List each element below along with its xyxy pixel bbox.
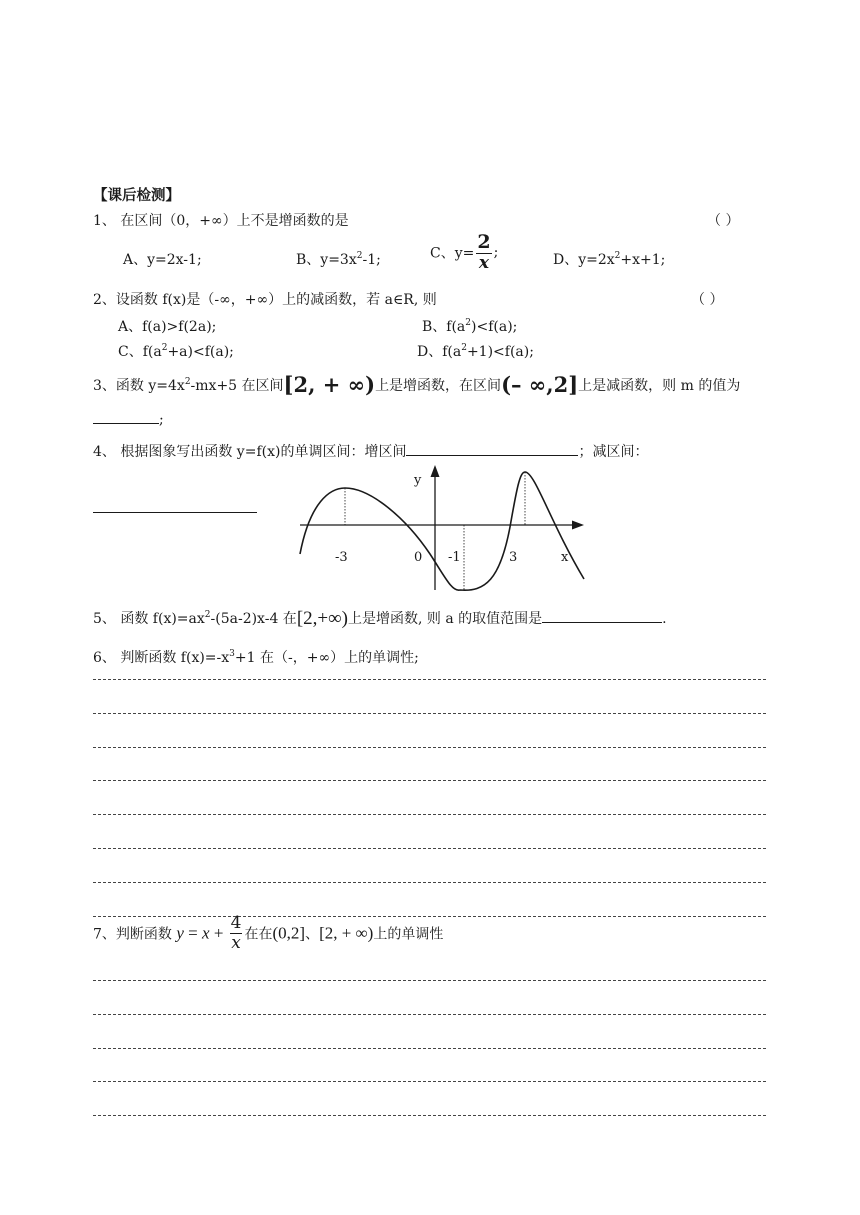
q4-function-graph xyxy=(290,462,590,592)
q1-answer-paren: （ ） xyxy=(707,213,740,229)
q4-decreasing-blank[interactable] xyxy=(93,511,257,513)
answer-line xyxy=(93,747,766,748)
q3-answer-blank[interactable]: ; xyxy=(93,412,164,428)
x-axis-arrow-icon xyxy=(572,521,584,530)
answer-line xyxy=(93,1115,766,1116)
q7-answer-area[interactable] xyxy=(93,980,766,1149)
q3-interval-decreasing: (– ∞,2] xyxy=(501,372,579,397)
answer-line xyxy=(93,679,766,680)
q7-function: y = x + xyxy=(176,923,228,943)
answer-line xyxy=(93,713,766,714)
q2-option-d: D、$f(a^2+1)<f(a)$; xyxy=(417,343,534,360)
q1-stem: 1、 在区间（0，+∞）上不是增函数的是 xyxy=(93,213,349,229)
function-curve xyxy=(300,472,584,590)
q6-answer-area[interactable] xyxy=(93,679,766,949)
q2-stem: 2、设函数 f(x)是（-∞，+∞）上的减函数，若 a∈R, 则 xyxy=(93,292,437,308)
tick-label: 0 xyxy=(414,550,423,565)
q5-interval: [2,+∞) xyxy=(296,608,348,629)
x-axis-label: x xyxy=(561,550,569,565)
answer-line xyxy=(93,780,766,781)
tick-label: -1 xyxy=(448,550,461,565)
q1-option-d: D、$y=2x^2+x+1$; xyxy=(553,251,666,268)
q2-answer-paren: （ ） xyxy=(691,292,724,308)
q7-line: 7、判断函数 y = x + $\frac{4}{x}$ 在在(0,2]、[2, + ∞)上的单调性 xyxy=(93,913,444,953)
answer-line xyxy=(93,848,766,849)
answer-line xyxy=(93,980,766,981)
y-axis-arrow-icon xyxy=(431,465,440,477)
q3-line: 3、函数 $y=4x^2-mx+5$ 在区间[2, + ∞)上是增函数，在区间(– ∞,2]上是减函数，则 m 的值为 xyxy=(93,372,741,397)
q2-option-c: C、$f(a^2+a)<f(a)$; xyxy=(118,343,234,360)
q4-stem: 4、 根据图象写出函数 y=f(x)的单调区间：增区间 ；减区间： xyxy=(93,444,649,460)
q2-option-a: A、f(a)>f(2a); xyxy=(118,319,217,335)
tick-label: 3 xyxy=(509,550,518,565)
answer-line xyxy=(93,1048,766,1049)
answer-line xyxy=(93,1014,766,1015)
q1-option-c-fraction: $\frac{2}{x}$ xyxy=(477,231,491,273)
answer-line xyxy=(93,814,766,815)
q1-option-a: A、y=2x-1; xyxy=(123,252,202,268)
q1-option-c: C、y= $\frac{2}{x}$ ; xyxy=(430,231,499,273)
section-title: 【课后检测】 xyxy=(93,188,180,204)
q7-fraction: $\frac{4}{x}$ xyxy=(230,913,242,953)
q4-increasing-blank[interactable] xyxy=(406,454,578,456)
q3-interval-increasing: [2, + ∞) xyxy=(283,372,376,397)
q7-interval-2: [2, + ∞) xyxy=(319,923,374,943)
q2-option-b: B、$f(a^2)<f(a)$; xyxy=(422,318,518,335)
tick-label: -3 xyxy=(335,550,348,565)
q6-line: 6、 判断函数 $f(x)=-x^3+1$ 在（-，+∞）上的单调性; xyxy=(93,649,419,666)
y-axis-label: y xyxy=(414,473,422,488)
q7-interval-1: (0,2] xyxy=(272,923,306,943)
q5-line: 5、 函数 $f(x)=ax^2-(5a-2)x-4$ 在[2,+∞)上是增函数, 则 a 的取值范围是 . xyxy=(93,608,667,629)
q1-option-b: B、$y=3x^2-1$; xyxy=(296,251,381,268)
q5-answer-blank[interactable] xyxy=(542,621,662,623)
answer-line xyxy=(93,1081,766,1082)
answer-line xyxy=(93,882,766,883)
